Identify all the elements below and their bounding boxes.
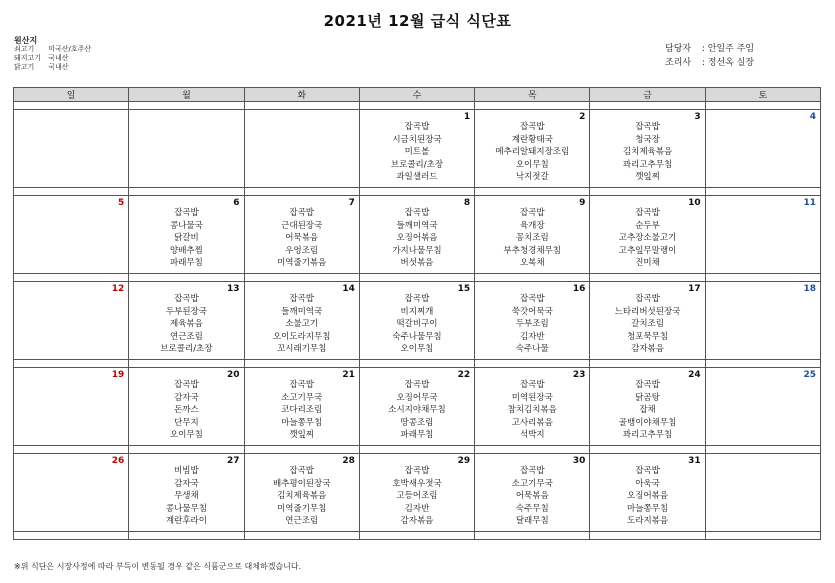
day-cell [590,282,705,360]
menu-item: 청국장 [635,134,660,145]
day-cell [14,110,129,188]
menu-item: 김자반 [519,331,545,342]
day-number: 12 [111,284,125,294]
day-number: 8 [463,198,471,208]
spacer-cell [705,102,820,110]
menu-item: 미역줄기볶음 [277,258,327,269]
day-number: 13 [227,284,240,294]
menu-item: 어묵볶음 [285,233,319,244]
menu-item: 소불고기 [285,319,319,330]
week-spacer [14,532,821,540]
menu-item: 김자반 [404,503,430,514]
menu-list [360,110,474,184]
weekday-header: 수 [359,88,474,102]
menu-item: 잡곡밥 [635,380,660,390]
spacer-cell [244,360,359,368]
day-cell [705,196,820,274]
day-cell [590,454,705,532]
menu-item: 고추잎무말랭이 [618,245,677,256]
menu-item: 비빔밥 [174,466,199,476]
menu-item: 청포묵무침 [627,331,669,342]
menu-item: 잡곡밥 [404,466,430,476]
day-number: 2 [579,112,586,122]
origin-value: 국내산 [48,63,69,71]
menu-item: 고등어조림 [396,491,438,502]
menu-item: 양배추찜 [169,245,203,256]
day-number: 19 [111,370,125,380]
spacer-cell [244,446,359,454]
menu-item: 감자국 [174,478,199,489]
menu-item: 고추장소불고기 [618,233,677,244]
menu-item: 잡곡밥 [174,294,199,304]
menu-item: 잡곡밥 [519,122,545,132]
menu-list [360,196,474,270]
day-cell [129,454,244,532]
menu-item: 오징어볶음 [627,491,669,502]
footnote: ※위 식단은 시장사정에 따라 부득이 변동될 경우 같은 식품군으로 대체하겠습니다. [14,562,302,571]
menu-item: 시금치된장국 [392,134,442,145]
menu-item: 쑥갓어묵국 [511,306,553,317]
menu-item: 제육볶음 [169,319,203,330]
spacer-cell [244,188,359,196]
menu-item: 오이무침 [400,344,434,355]
day-cell [129,110,244,188]
menu-item: 닭곰탕 [635,392,660,403]
menu-item: 마늘쫑무침 [281,417,323,428]
menu-item: 오이무침 [515,159,549,170]
menu-item: 잡곡밥 [635,466,660,476]
origin-label: 닭고기 [14,63,35,71]
menu-item: 무생채 [174,491,199,502]
menu-item: 비지찌개 [400,306,434,317]
spacer-cell [359,532,474,540]
menu-item: 두부된장국 [165,306,207,317]
menu-item: 연근조림 [169,331,203,342]
spacer-cell [129,274,244,282]
spacer-cell [359,446,474,454]
day-number: 5 [118,198,125,208]
week-row [14,196,821,274]
menu-item: 꽁치조림 [515,233,549,244]
menu-item: 잡곡밥 [174,208,199,218]
menu-item: 들깨미역국 [396,220,438,231]
cook-label: 조리사 [665,58,692,68]
spacer-cell [590,274,705,282]
day-number: 26 [111,456,125,466]
day-number: 30 [572,456,586,466]
menu-item: 골뱅이야채무침 [618,417,677,428]
day-cell [244,454,359,532]
day-cell [244,368,359,446]
menu-item: 땅콩조림 [400,417,434,428]
day-number: 14 [342,284,355,294]
origin-label: 쇠고기 [14,45,35,53]
menu-list [706,454,820,465]
day-cell [475,368,590,446]
menu-item: 깻잎찌 [289,430,315,441]
menu-item: 소시지야채무침 [388,405,446,416]
origin-row [14,63,91,72]
day-cell [14,368,129,446]
menu-list [706,110,820,121]
day-number: 3 [694,112,701,122]
menu-item: 돈까스 [174,405,199,416]
menu-item: 미트볼 [404,147,430,158]
day-cell [359,454,474,532]
weekday-header: 토 [705,88,820,102]
spacer-cell [359,360,474,368]
spacer-cell [359,188,474,196]
menu-item: 계란황태국 [511,134,553,145]
menu-item: 오징어볶음 [396,233,438,244]
weekday-header-row [14,88,821,102]
day-cell [244,110,359,188]
week-row [14,110,821,188]
menu-item: 잡곡밥 [635,122,660,132]
weekday-header: 화 [244,88,359,102]
menu-item: 느타리버섯된장국 [614,306,681,317]
menu-item: 잡곡밥 [289,466,315,476]
menu-item: 김치제육볶음 [622,147,673,158]
day-cell [129,368,244,446]
menu-list [14,196,128,207]
spacer-cell [244,532,359,540]
day-number: 6 [233,198,240,208]
spacer-cell [244,102,359,110]
menu-item: 낙지젓갈 [515,172,549,183]
menu-item: 파래무침 [169,258,203,269]
menu-item: 진미채 [635,258,660,269]
spacer-cell [705,274,820,282]
menu-item: 잡곡밥 [519,466,545,476]
day-cell [475,454,590,532]
menu-item: 감자볶음 [400,516,434,527]
day-number: 31 [688,456,701,466]
menu-item: 배추평이된장국 [272,478,331,489]
day-cell [475,196,590,274]
menu-item: 미역된장국 [511,392,553,403]
week-spacer [14,360,821,368]
menu-item: 고사리볶음 [511,417,553,428]
day-cell [244,282,359,360]
week-row [14,282,821,360]
menu-list [475,196,589,270]
menu-list [129,196,243,270]
day-number: 4 [809,112,816,122]
day-cell [14,454,129,532]
manager-label: 담당자 [665,44,692,54]
menu-item: 어묵볶음 [515,491,549,502]
day-cell [705,110,820,188]
spacer-cell [129,102,244,110]
day-cell [244,196,359,274]
menu-item: 우엉조림 [285,245,319,256]
spacer-cell [129,360,244,368]
menu-item: 갈치조림 [631,319,664,330]
origin-label: 돼지고기 [14,54,42,62]
menu-item: 꼬시래기무침 [277,344,327,355]
weekday-header: 금 [590,88,705,102]
menu-item: 버섯볶음 [400,258,434,269]
menu-item: 잡채 [639,405,656,416]
weekday-header: 목 [475,88,590,102]
menu-item: 순두부 [635,220,660,231]
spacer-cell [475,360,590,368]
menu-item: 잡곡밥 [404,294,430,304]
day-number: 27 [227,456,240,466]
spacer-cell [475,446,590,454]
spacer-cell [14,532,129,540]
day-number: 28 [342,456,355,466]
menu-list [475,110,589,184]
day-number: 25 [803,370,816,380]
menu-item: 떡갈비구이 [396,319,438,330]
menu-item: 두부조림 [515,319,549,330]
menu-item: 잡곡밥 [289,380,315,390]
menu-item: 아욱국 [635,478,660,489]
day-cell [705,282,820,360]
menu-item: 잡곡밥 [635,208,660,218]
menu-item: 근대된장국 [281,220,323,231]
day-number: 16 [572,284,586,294]
menu-item: 코다리조림 [281,405,323,416]
menu-item: 단무지 [174,417,199,428]
menu-item: 잡곡밥 [519,294,545,304]
origin-value: 국내산 [48,54,69,62]
spacer-cell [705,188,820,196]
spacer-cell [705,360,820,368]
cook-row [665,56,754,70]
menu-list [245,110,359,121]
spacer-cell [590,360,705,368]
spacer-cell [590,188,705,196]
menu-item: 깻잎찌 [635,172,660,183]
menu-item: 과일샐러드 [396,172,438,183]
menu-item: 오복채 [519,258,545,269]
menu-item: 오이도라지무침 [272,331,331,342]
origin-row [14,45,91,54]
day-number: 15 [457,284,471,294]
menu-item: 꽈리고추무침 [622,159,673,170]
weekday-header: 월 [129,88,244,102]
day-cell [705,454,820,532]
spacer-cell [475,102,590,110]
spacer-cell [475,188,590,196]
menu-item: 닭갈비 [174,233,199,244]
spacer-cell [705,532,820,540]
menu-item: 잡곡밥 [289,294,315,304]
day-number: 20 [227,370,240,380]
day-number: 22 [457,370,471,380]
spacer-cell [129,188,244,196]
spacer-cell [14,188,129,196]
week-spacer [14,274,821,282]
day-cell [590,368,705,446]
spacer-cell [590,532,705,540]
day-number: 24 [688,370,701,380]
page-title: 2021년 12월 급식 식단표 [323,12,512,30]
day-cell [129,196,244,274]
day-cell [359,196,474,274]
menu-item: 숙주무침 [515,503,549,514]
day-cell [590,196,705,274]
origin-value: 미국산/호주산 [48,45,92,53]
manager-row [665,42,754,56]
spacer-cell [359,102,474,110]
menu-item: 육개장 [519,220,545,231]
menu-item: 소고기무국 [511,478,553,489]
day-number: 7 [348,198,355,208]
menu-list [129,110,243,121]
spacer-cell [14,446,129,454]
spacer-cell [14,360,129,368]
spacer-cell [129,532,244,540]
menu-item: 파래무침 [400,430,434,441]
origin-header: 원산지 [14,36,38,45]
spacer-cell [14,102,129,110]
menu-item: 잡곡밥 [404,208,430,218]
day-cell [14,196,129,274]
weekday-header: 일 [14,88,129,102]
menu-item: 달래무침 [515,516,549,527]
cook-value: : 정선옥 실장 [701,58,755,68]
spacer-cell [590,102,705,110]
day-number: 23 [572,370,586,380]
menu-item: 브로콜리/초장 [390,159,444,170]
menu-item: 잡곡밥 [174,380,199,390]
menu-list [590,110,704,184]
menu-item: 미역줄기무침 [277,503,327,514]
day-number: 21 [342,370,355,380]
day-cell [129,282,244,360]
spacer-cell [475,532,590,540]
menu-item: 소고기무국 [281,392,323,403]
day-number: 9 [579,198,586,208]
spacer-cell [244,274,359,282]
menu-item: 콩나물무침 [165,503,207,514]
menu-item: 도라지볶음 [627,516,669,527]
spacer-cell [705,446,820,454]
day-cell [590,110,705,188]
origin-row [14,54,91,63]
menu-item: 석박지 [519,430,545,441]
menu-list [14,110,128,121]
menu-item: 잡곡밥 [635,294,660,304]
menu-item: 연근조림 [285,516,319,527]
menu-item: 콩나물국 [169,220,203,231]
menu-item: 감자볶음 [631,344,664,355]
menu-item: 오징어무국 [396,392,438,403]
menu-item: 계란후라이 [165,516,207,527]
menu-item: 마늘쫑무침 [627,503,669,514]
menu-item: 꽈리고추무침 [622,430,673,441]
day-cell [14,282,129,360]
day-cell [359,368,474,446]
day-cell [359,110,474,188]
meal-calendar [13,87,821,540]
spacer-cell [129,446,244,454]
week-row [14,368,821,446]
day-cell [705,368,820,446]
menu-item: 잡곡밥 [404,380,430,390]
menu-item: 메추리알돼지장조림 [495,147,570,158]
day-cell [475,110,590,188]
day-cell [475,282,590,360]
day-number: 18 [803,284,816,294]
staff-info [665,42,754,70]
day-cell [359,282,474,360]
menu-item: 들깨미역국 [281,306,323,317]
menu-item: 참치김치볶음 [507,405,557,416]
day-number: 29 [457,456,471,466]
spacer-cell [475,274,590,282]
week-row [14,454,821,532]
menu-item: 잡곡밥 [404,122,430,132]
menu-item: 숙주나물무침 [392,331,442,342]
day-number: 17 [688,284,701,294]
day-number: 10 [688,198,701,208]
spacer-cell [14,274,129,282]
menu-list [245,196,359,270]
menu-item: 숙주나물 [515,344,549,355]
menu-item: 부추청경채무침 [503,245,561,256]
menu-item: 감자국 [174,392,199,403]
menu-item: 김치제육볶음 [277,491,327,502]
week-spacer [14,188,821,196]
menu-item: 잡곡밥 [519,380,545,390]
manager-value: : 안일주 주임 [701,44,755,54]
week-spacer [14,446,821,454]
origin-info [14,36,91,72]
menu-item: 오이무침 [169,430,203,441]
week-spacer [14,102,821,110]
menu-item: 가지나물무침 [392,245,442,256]
menu-item: 브로콜리/초장 [160,344,213,355]
menu-item: 잡곡밥 [519,208,545,218]
menu-item: 호박새우젓국 [392,478,442,489]
spacer-cell [359,274,474,282]
day-number: 1 [463,112,471,122]
day-number: 11 [803,198,816,208]
menu-item: 잡곡밥 [289,208,315,218]
spacer-cell [590,446,705,454]
